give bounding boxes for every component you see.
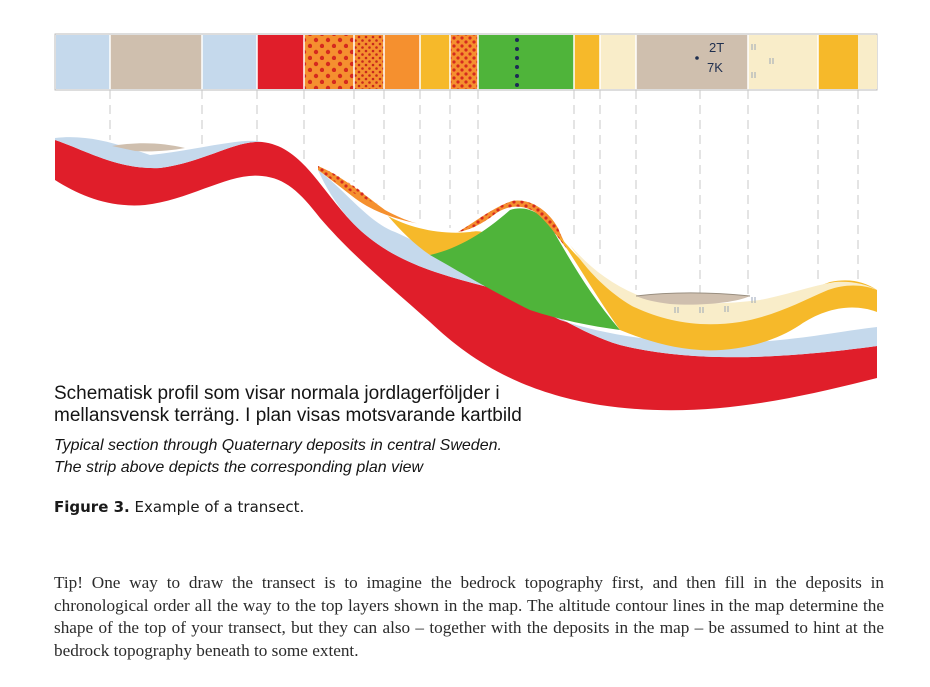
map-unit-glacial-clay [420,35,450,89]
map-unit-peat [110,35,202,89]
figure-label [54,498,304,516]
map-label-2t: 2T [709,40,725,55]
map-unit-postglacial-clay [600,35,636,89]
map-unit-postglacial-clay [748,35,818,89]
map-unit-till [56,35,110,89]
cross-section [55,90,877,410]
caption-english-line-2: The strip above depicts the corresponding plan view [54,459,424,476]
caption-swedish [54,383,522,427]
plan-view-strip [55,34,877,90]
caption-swedish-line-1: Schematisk profil som visar normala jordlagerföljder i [54,383,500,404]
map-unit-sand [384,35,420,89]
figure-number: Figure 3. [54,498,130,516]
map-label-7k: 7K [707,60,723,75]
map-unit-postglacial-clay [858,35,877,89]
map-unit-bedrock [257,35,304,89]
map-unit-glacial-clay [818,35,858,89]
tip-paragraph: Tip! One way to draw the transect is to imagine the bedrock topography first, and then fill in the deposits in chronological order all the way to the top layers shown in the map. The altitude contour lines in the map determine the shape of the top of your transect, but they can also – together with the deposits in the map – be assumed to hint at the bedrock topography beneath to some extent. [54,573,884,660]
figure-title: Example of a transect. [129,498,305,516]
caption-swedish-line-2: mellansvensk terräng. I plan visas motsvarande kartbild [54,405,522,426]
map-unit-peat [636,35,748,89]
map-unit-glacial-clay [574,35,600,89]
map-point-symbol [695,56,699,60]
map-unit-glaciofluvial [478,35,574,89]
caption-english [54,435,502,479]
caption-english-line-1: Typical section through Quaternary deposits in central Sweden. [54,437,502,454]
map-unit-till [202,35,257,89]
